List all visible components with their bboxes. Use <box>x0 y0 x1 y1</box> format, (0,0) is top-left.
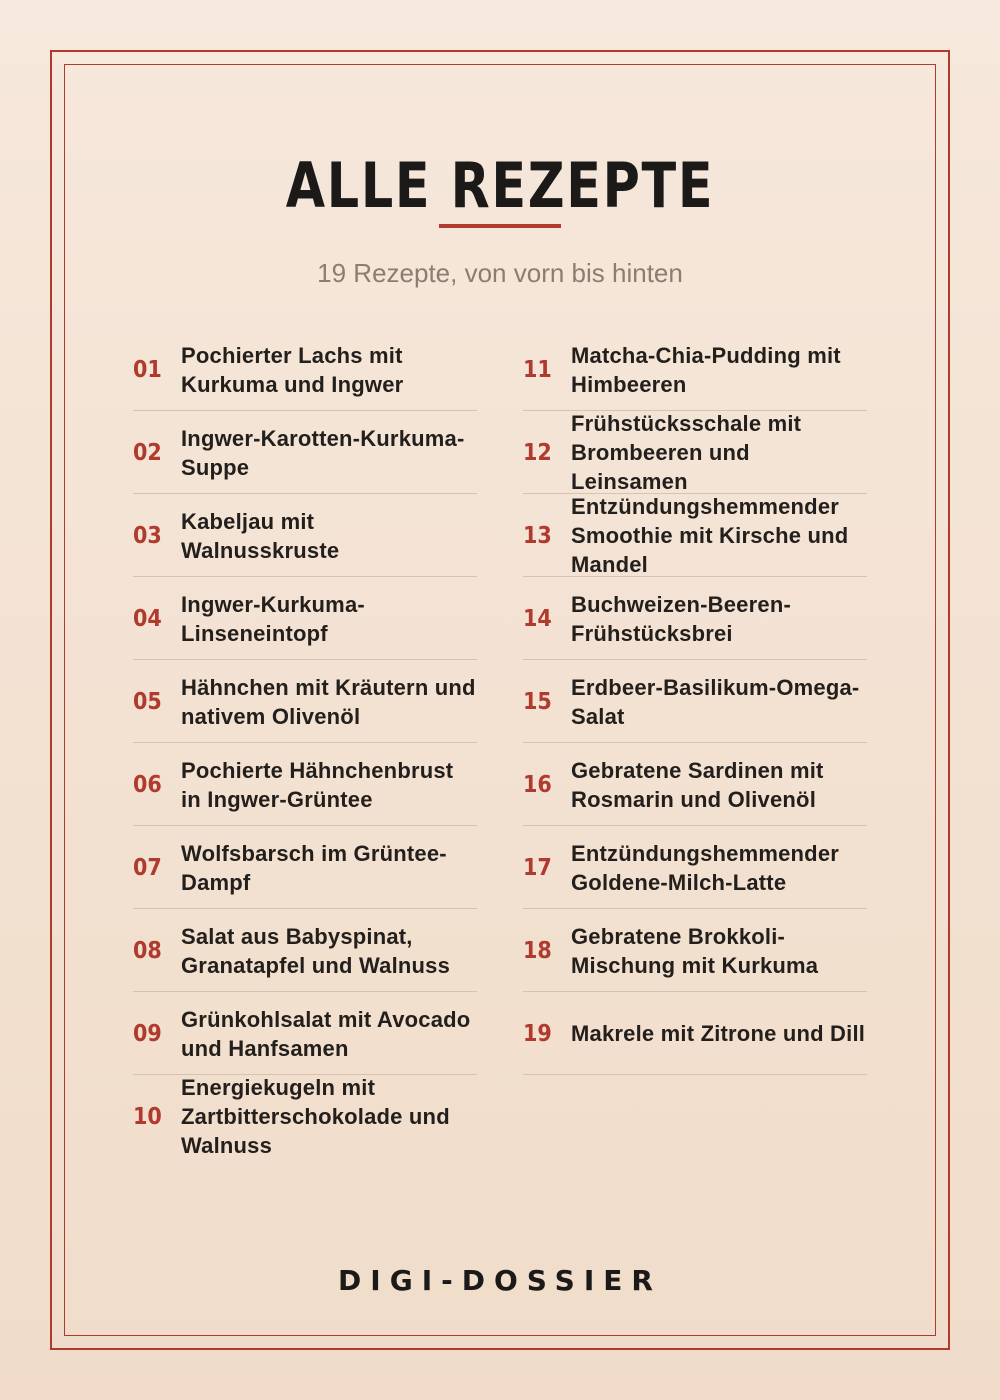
recipe-item[interactable] <box>133 328 477 411</box>
recipe-name: Pochierter Lachs mit Kurkuma und Ingwer <box>181 342 404 397</box>
recipe-name: Hähnchen mit Kräutern und nativem Olivenöl <box>181 674 476 729</box>
recipe-name: Ingwer-Karotten-Kurkuma-Suppe <box>181 425 465 480</box>
recipe-item[interactable] <box>133 660 477 743</box>
recipe-list-left <box>133 328 477 1158</box>
recipe-item[interactable] <box>523 826 867 909</box>
recipe-number: 17 <box>523 854 552 881</box>
recipe-number: 09 <box>133 1020 162 1047</box>
recipe-item[interactable] <box>133 992 477 1075</box>
recipe-number: 19 <box>523 1020 552 1047</box>
recipe-item[interactable] <box>523 577 867 660</box>
recipe-number: 05 <box>133 688 162 715</box>
recipe-item[interactable] <box>523 660 867 743</box>
recipe-number: 08 <box>133 937 162 964</box>
recipe-name: Kabeljau mit Walnusskruste <box>181 508 340 563</box>
recipe-name: Gebratene Sardinen mit Rosmarin und Olivenöl <box>571 757 824 812</box>
recipe-item[interactable] <box>523 743 867 826</box>
brand-footer: DIGI-DOSSIER <box>338 1264 662 1297</box>
recipe-item[interactable] <box>133 909 477 992</box>
recipe-number: 18 <box>523 937 552 964</box>
recipe-item[interactable] <box>133 577 477 660</box>
recipe-number: 06 <box>133 771 162 798</box>
recipe-item[interactable] <box>133 1075 477 1158</box>
recipe-name: Matcha-Chia-Pudding mit Himbeeren <box>571 342 841 397</box>
recipe-name: Buchweizen-Beeren-Frühstücksbrei <box>571 591 791 646</box>
recipe-name: Salat aus Babyspinat, Granatapfel und Walnuss <box>181 923 451 978</box>
recipe-number: 02 <box>133 439 162 466</box>
recipe-number: 14 <box>523 605 552 632</box>
recipe-item[interactable] <box>133 411 477 494</box>
page-subtitle: 19 Rezepte, von vorn bis hinten <box>317 258 683 288</box>
recipe-number: 01 <box>133 356 162 383</box>
recipe-item[interactable] <box>133 826 477 909</box>
recipe-name: Frühstücksschale mit Brombeeren und Leinsamen <box>571 411 802 494</box>
recipe-number: 04 <box>133 605 162 632</box>
recipe-item[interactable] <box>523 411 867 494</box>
page-title: ALLE REZEPTE <box>285 149 715 222</box>
recipe-list-right <box>523 328 867 1075</box>
recipe-number: 13 <box>523 522 552 549</box>
recipe-name: Grünkohlsalat mit Avocado und Hanfsamen <box>181 1006 471 1061</box>
recipe-number: 10 <box>133 1103 162 1130</box>
recipe-number: 16 <box>523 771 552 798</box>
recipe-name: Ingwer-Kurkuma-Linseneintopf <box>181 591 365 646</box>
recipe-name: Energiekugeln mit Zartbitterschokolade und Walnuss <box>181 1075 450 1158</box>
recipe-item[interactable] <box>523 494 867 577</box>
recipe-number: 03 <box>133 522 162 549</box>
recipe-name: Erdbeer-Basilikum-Omega-Salat <box>571 674 860 729</box>
recipe-name: Wolfsbarsch im Grüntee-Dampf <box>181 840 447 895</box>
recipe-name: Entzündungshemmender Goldene-Milch-Latte <box>571 840 840 895</box>
recipe-number: 07 <box>133 854 162 881</box>
recipe-name: Pochierte Hähnchenbrust in Ingwer-Grüntee <box>181 757 454 812</box>
recipe-name: Makrele mit Zitrone und Dill <box>571 1021 866 1046</box>
recipe-name: Entzündungshemmender Smoothie mit Kirsche und Mandel <box>571 494 849 577</box>
recipe-item[interactable] <box>523 909 867 992</box>
title-underline <box>439 224 561 228</box>
recipe-item[interactable] <box>133 743 477 826</box>
recipe-item[interactable] <box>523 328 867 411</box>
recipe-item[interactable] <box>523 992 867 1075</box>
recipe-number: 15 <box>523 688 552 715</box>
recipe-number: 12 <box>523 439 552 466</box>
recipe-number: 11 <box>523 356 552 383</box>
recipe-item[interactable] <box>133 494 477 577</box>
recipe-name: Gebratene Brokkoli-Mischung mit Kurkuma <box>571 923 819 978</box>
